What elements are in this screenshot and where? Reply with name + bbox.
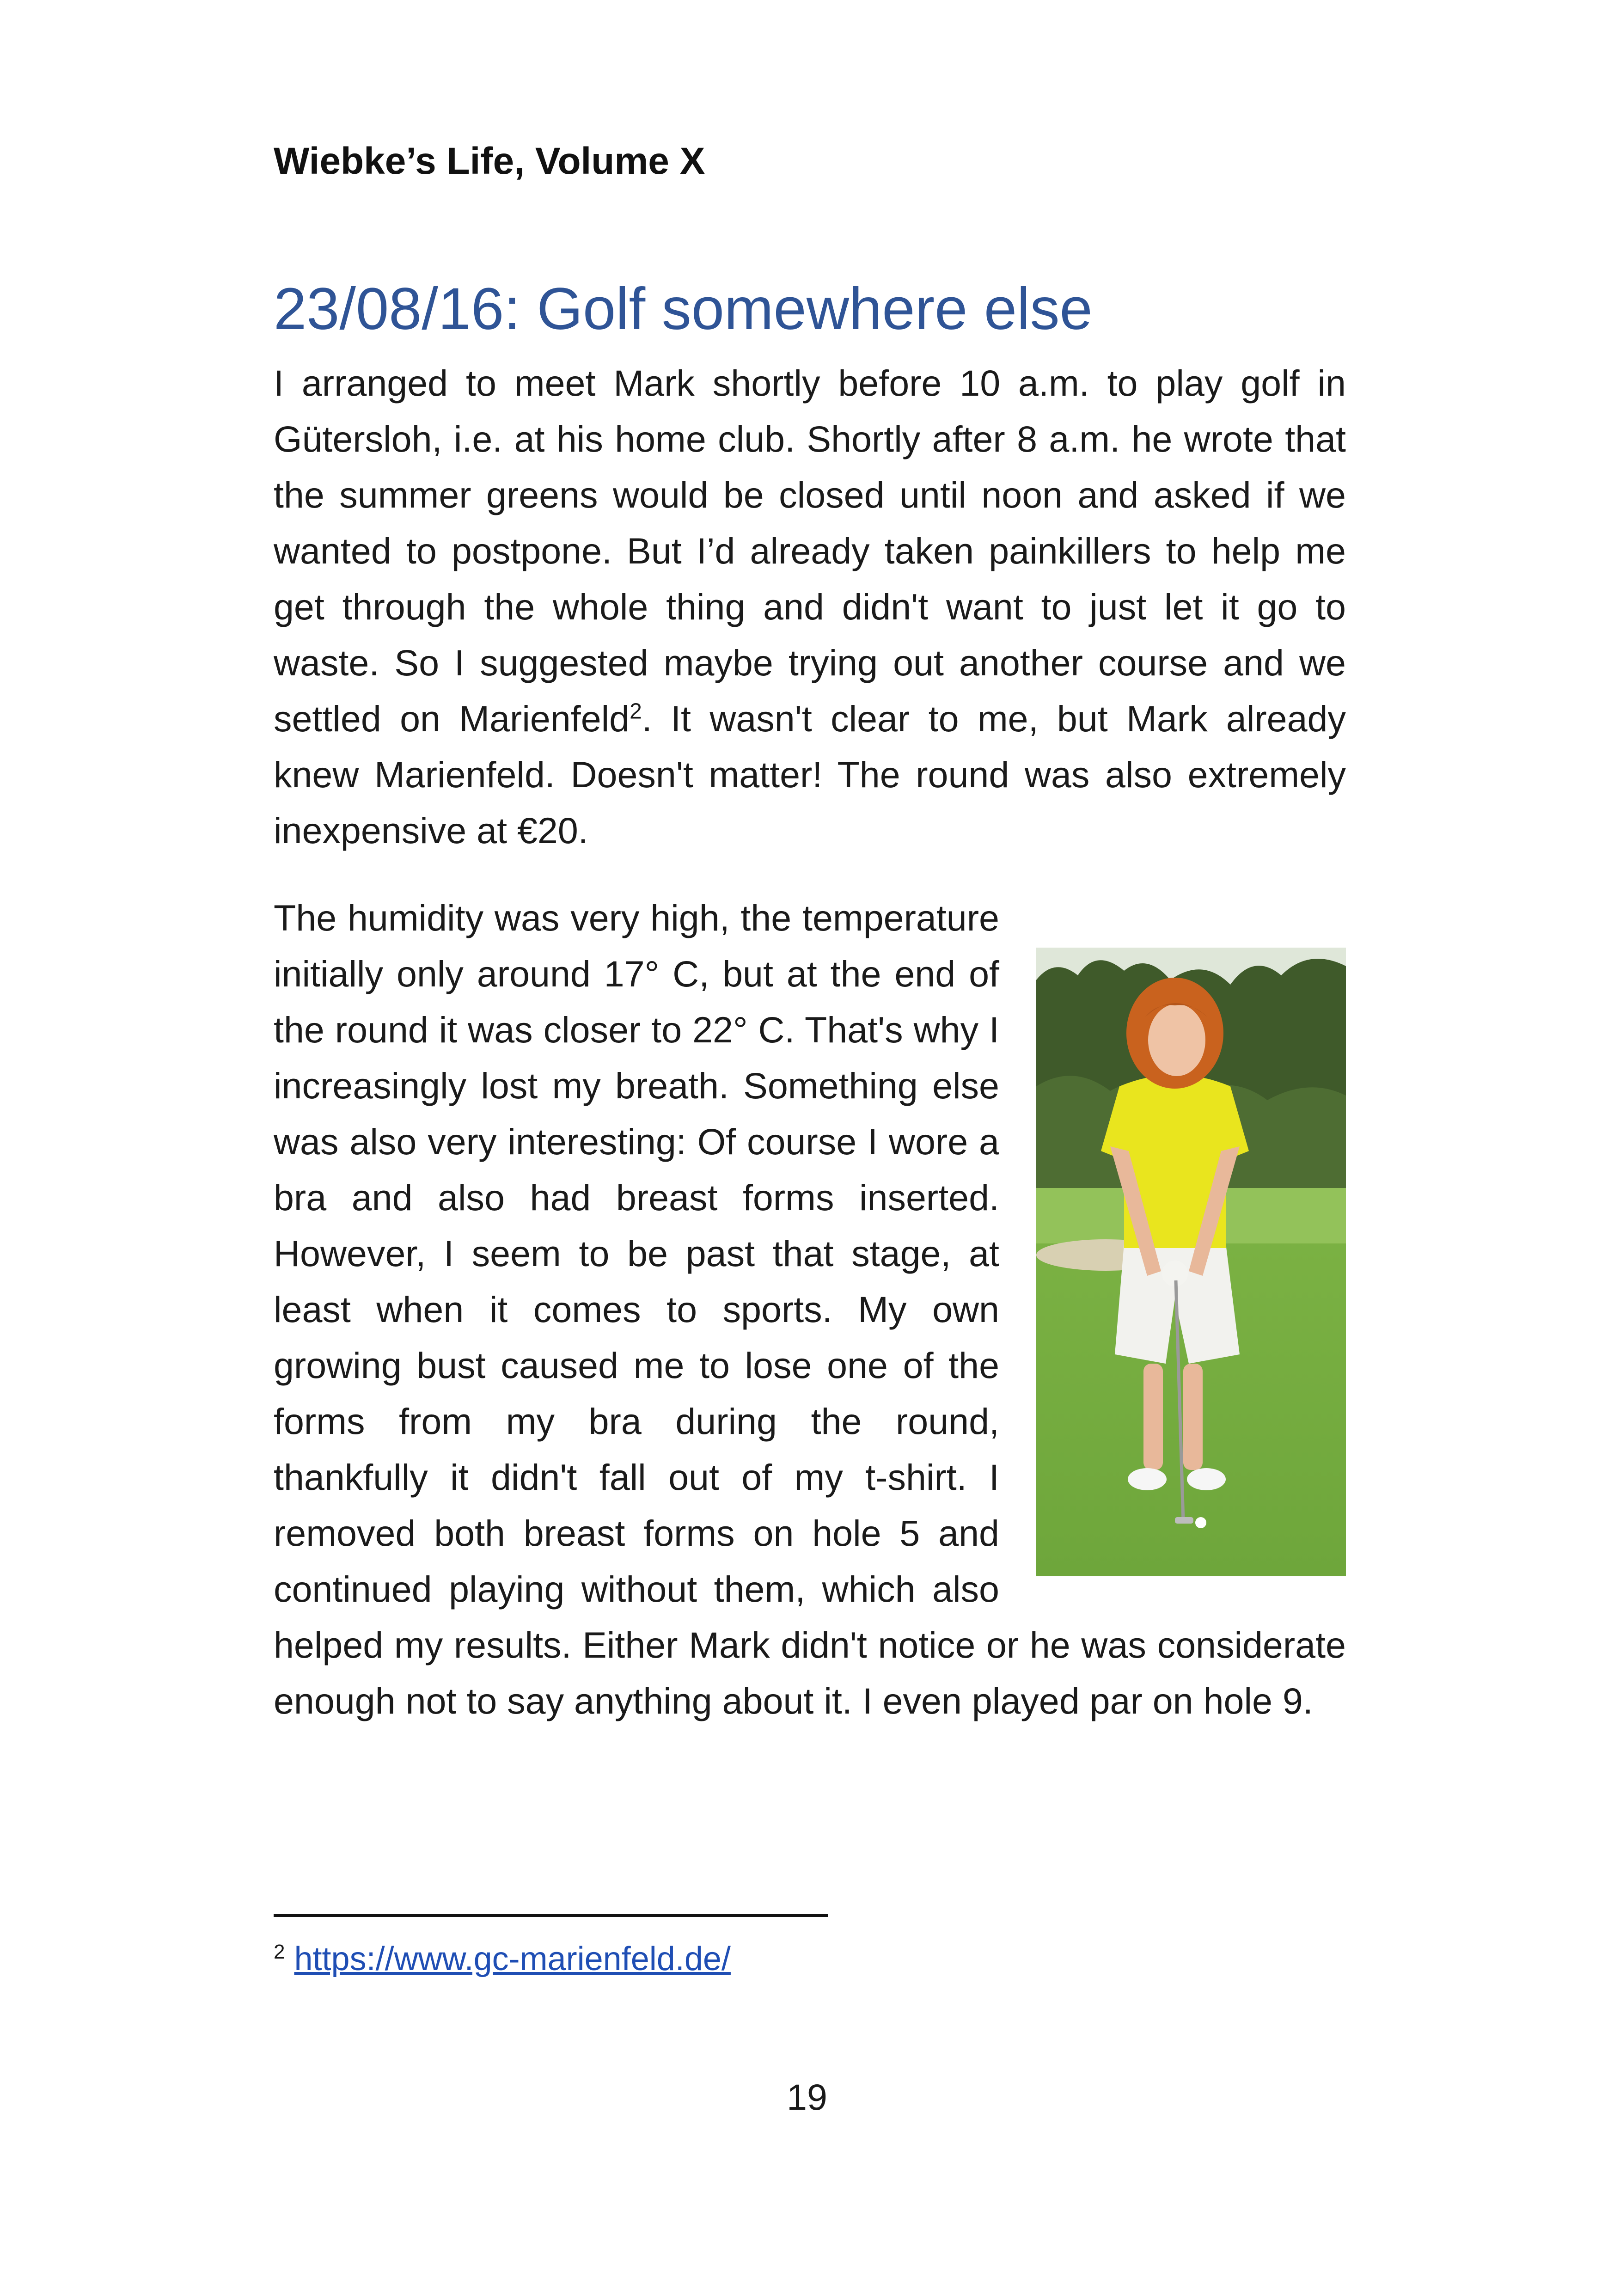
paragraph-2 [274, 890, 1346, 1729]
golfer-photo-icon [1036, 948, 1346, 1576]
running-header: Wiebke’s Life, Volume X [274, 140, 705, 182]
footnote-number: 2 [274, 1941, 285, 1963]
footnote-separator [274, 1914, 828, 1917]
paragraph-1 [274, 355, 1346, 858]
footnote-reference[interactable]: 2 [630, 699, 642, 724]
footnote [274, 1939, 731, 1979]
entry-title: 23/08/16: Golf somewhere else [274, 276, 1093, 342]
page-number: 19 [787, 2076, 827, 2118]
footnote-link[interactable]: https://www.gc-marienfeld.de/ [294, 1941, 731, 1978]
paragraph-2-text: The humidity was very high, the temperature initially only around 17° C, but at the end of the round it was closer to 22° C. That's why I increasingly lost my breath. Something else was also very interesting: Of course I wore a bra and also had breast forms inserted. However, I seem to be past that stage, at least when it comes to sports. My own growing bust caused me to lose one of the forms from my bra during the round, thankfully it didn't fall out of my t-shirt. I removed both breast forms on hole 5 and continued playing without them, which also helped my results. Either Mark didn't notice or he was considerate enough not to say anything about it. I even played par on hole 9. [274, 897, 1346, 1721]
golfer-photo [1036, 948, 1346, 1576]
paragraph-1-text-a: I arranged to meet Mark shortly before 10 a.m. to play golf in Gütersloh, i.e. at his home club. Shortly after 8 a.m. he wrote that the summer greens would be closed until noon and asked if we wanted to postpone. But I’d already taken painkillers to help me get through the whole thing and didn't want to just let it go to waste. So I suggested maybe trying out another course and we settled on Marienfeld [274, 362, 1346, 739]
paragraph-1-text-b: . It wasn't clear to me, but Mark already knew Marienfeld. Doesn't matter! The round was also extremely inexpensive at €20. [274, 698, 1346, 851]
